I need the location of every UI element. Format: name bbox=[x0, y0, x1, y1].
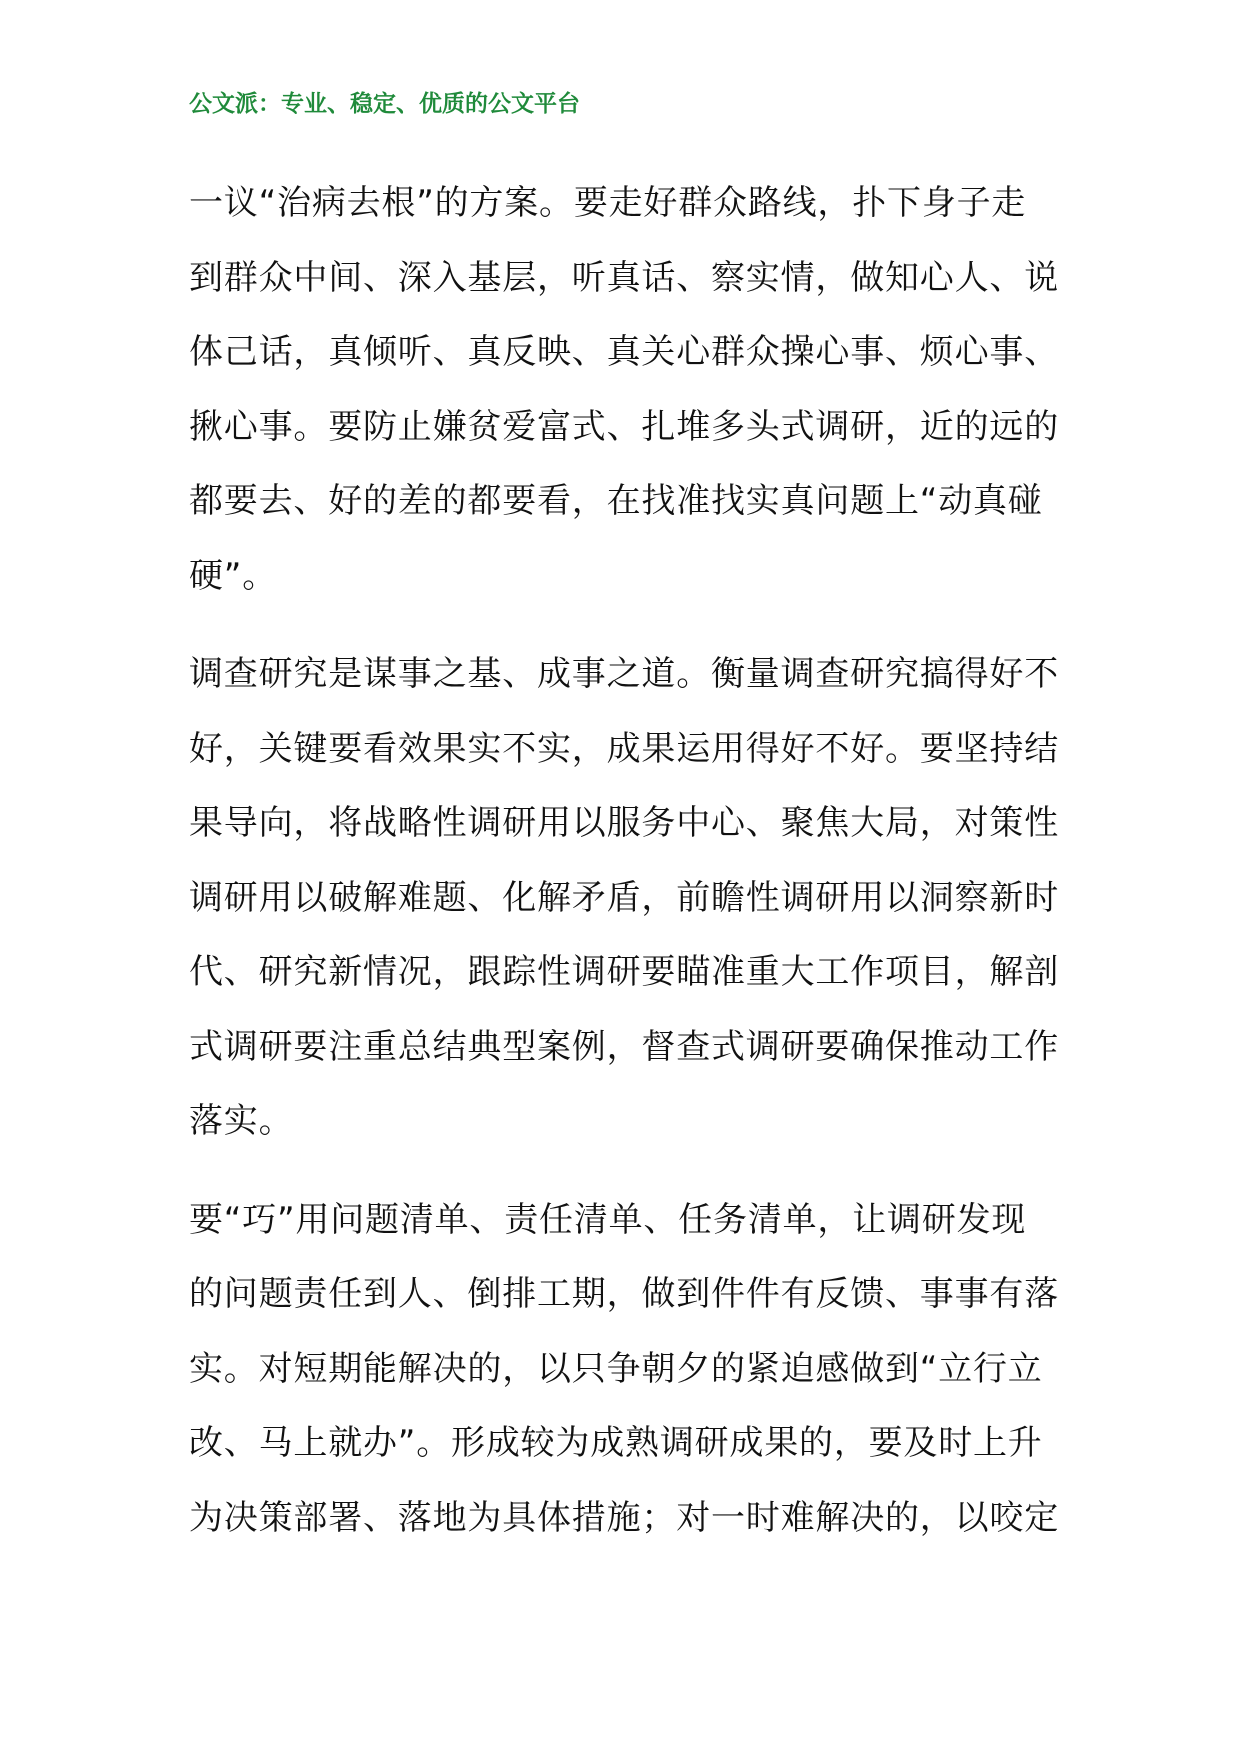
text-line: 果导向，将战略性调研用以服务中心、聚焦大局，对策性 bbox=[189, 803, 1059, 843]
text-line: 调研用以破解难题、化解矛盾，前瞻性调研用以洞察新时 bbox=[189, 877, 1059, 918]
text-line: 好，关键要看效果实不实，成果运用得好不好。要坚持结 bbox=[189, 728, 1059, 769]
text-line: 改、马上就办”。形成较为成熟调研成果的，要及时上升 bbox=[189, 1423, 1043, 1463]
text-line: 揪心事。要防止嫌贫爱富式、扎堆多头式调研，近的远的 bbox=[189, 406, 1059, 447]
text-line: 式调研要注重总结典型案例，督查式调研要确保推动工作 bbox=[189, 1026, 1059, 1067]
text-line: 体己话，真倾听、真反映、真关心群众操心事、烦心事、 bbox=[189, 332, 1059, 372]
text-line: 到群众中间、深入基层，听真话、察实情，做知心人、说 bbox=[189, 257, 1059, 298]
text-line: 为决策部署、落地为具体措施；对一时难解决的，以咬定 bbox=[189, 1497, 1059, 1538]
text-line: 要“巧”用问题清单、责任清单、任务清单，让调研发现 bbox=[189, 1199, 1027, 1240]
text-line: 都要去、好的差的都要看，在找准找实真问题上“动真碰 bbox=[189, 481, 1043, 521]
text-line: 代、研究新情况，跟踪性调研要瞄准重大工作项目，解剖 bbox=[189, 952, 1059, 992]
text-line: 的问题责任到人、倒排工期，做到件件有反馈、事事有落 bbox=[189, 1274, 1059, 1314]
document-body bbox=[189, 166, 1059, 1579]
text-line: 调查研究是谋事之基、成事之道。衡量调查研究搞得好不 bbox=[189, 654, 1059, 694]
text-line: 一议“治病去根”的方案。要走好群众路线，扑下身子走 bbox=[189, 183, 1027, 223]
text-line: 落实。 bbox=[189, 1101, 294, 1141]
paragraph-1 bbox=[189, 166, 1059, 613]
paragraph-2 bbox=[189, 637, 1059, 1159]
paragraph-3 bbox=[189, 1183, 1059, 1556]
text-line: 硬”。 bbox=[189, 555, 278, 596]
page-header: 公文派：专业、稳定、优质的公文平台 bbox=[189, 91, 580, 117]
text-line: 实。对短期能解决的，以只争朝夕的紧迫感做到“立行立 bbox=[189, 1348, 1043, 1389]
